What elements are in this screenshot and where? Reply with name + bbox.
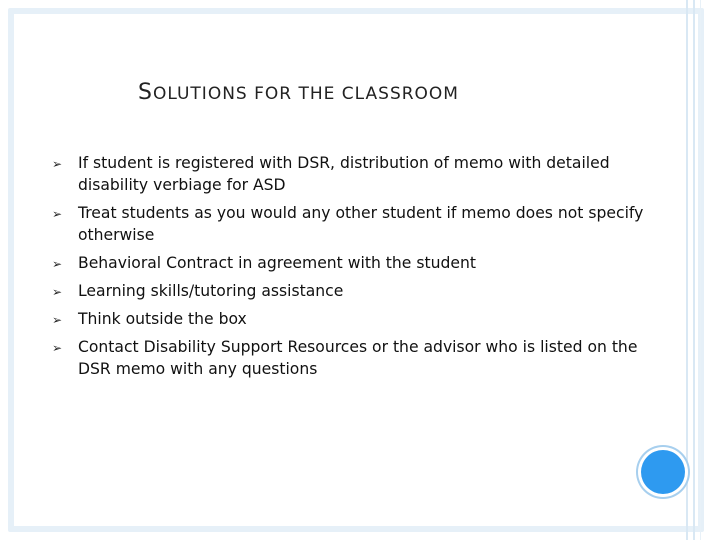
title-initial: S (138, 80, 153, 105)
bullet-item (50, 280, 650, 302)
bullet-item (50, 336, 650, 380)
bullet-item (50, 252, 650, 274)
slide-title (138, 80, 459, 105)
arrowhead-right-icon: ➢ (52, 313, 63, 327)
decorative-rail (700, 0, 701, 540)
bullet-item (50, 202, 650, 246)
arrowhead-right-icon: ➢ (52, 207, 63, 221)
decorative-rail (693, 0, 695, 540)
bullet-item (50, 308, 650, 330)
title-rest: OLUTIONS FOR THE CLASSROOM (152, 84, 459, 104)
bullet-text: If student is registered with DSR, distribution of memo with detailed disability verbiage for ASD (78, 154, 610, 194)
arrowhead-right-icon: ➢ (52, 285, 63, 299)
bullet-list (50, 152, 650, 386)
bullet-item (50, 152, 650, 196)
decorative-circle (641, 450, 685, 494)
arrowhead-right-icon: ➢ (52, 157, 63, 171)
arrowhead-right-icon: ➢ (52, 341, 63, 355)
decorative-rail (686, 0, 688, 540)
bullet-text: Treat students as you would any other student if memo does not specify otherwise (78, 204, 644, 244)
bullet-text: Behavioral Contract in agreement with the student (78, 254, 476, 272)
bullet-text: Think outside the box (78, 310, 247, 328)
arrowhead-right-icon: ➢ (52, 257, 63, 271)
bullet-text: Learning skills/tutoring assistance (78, 282, 344, 300)
bullet-text: Contact Disability Support Resources or the advisor who is listed on the DSR memo with any questions (78, 338, 638, 378)
